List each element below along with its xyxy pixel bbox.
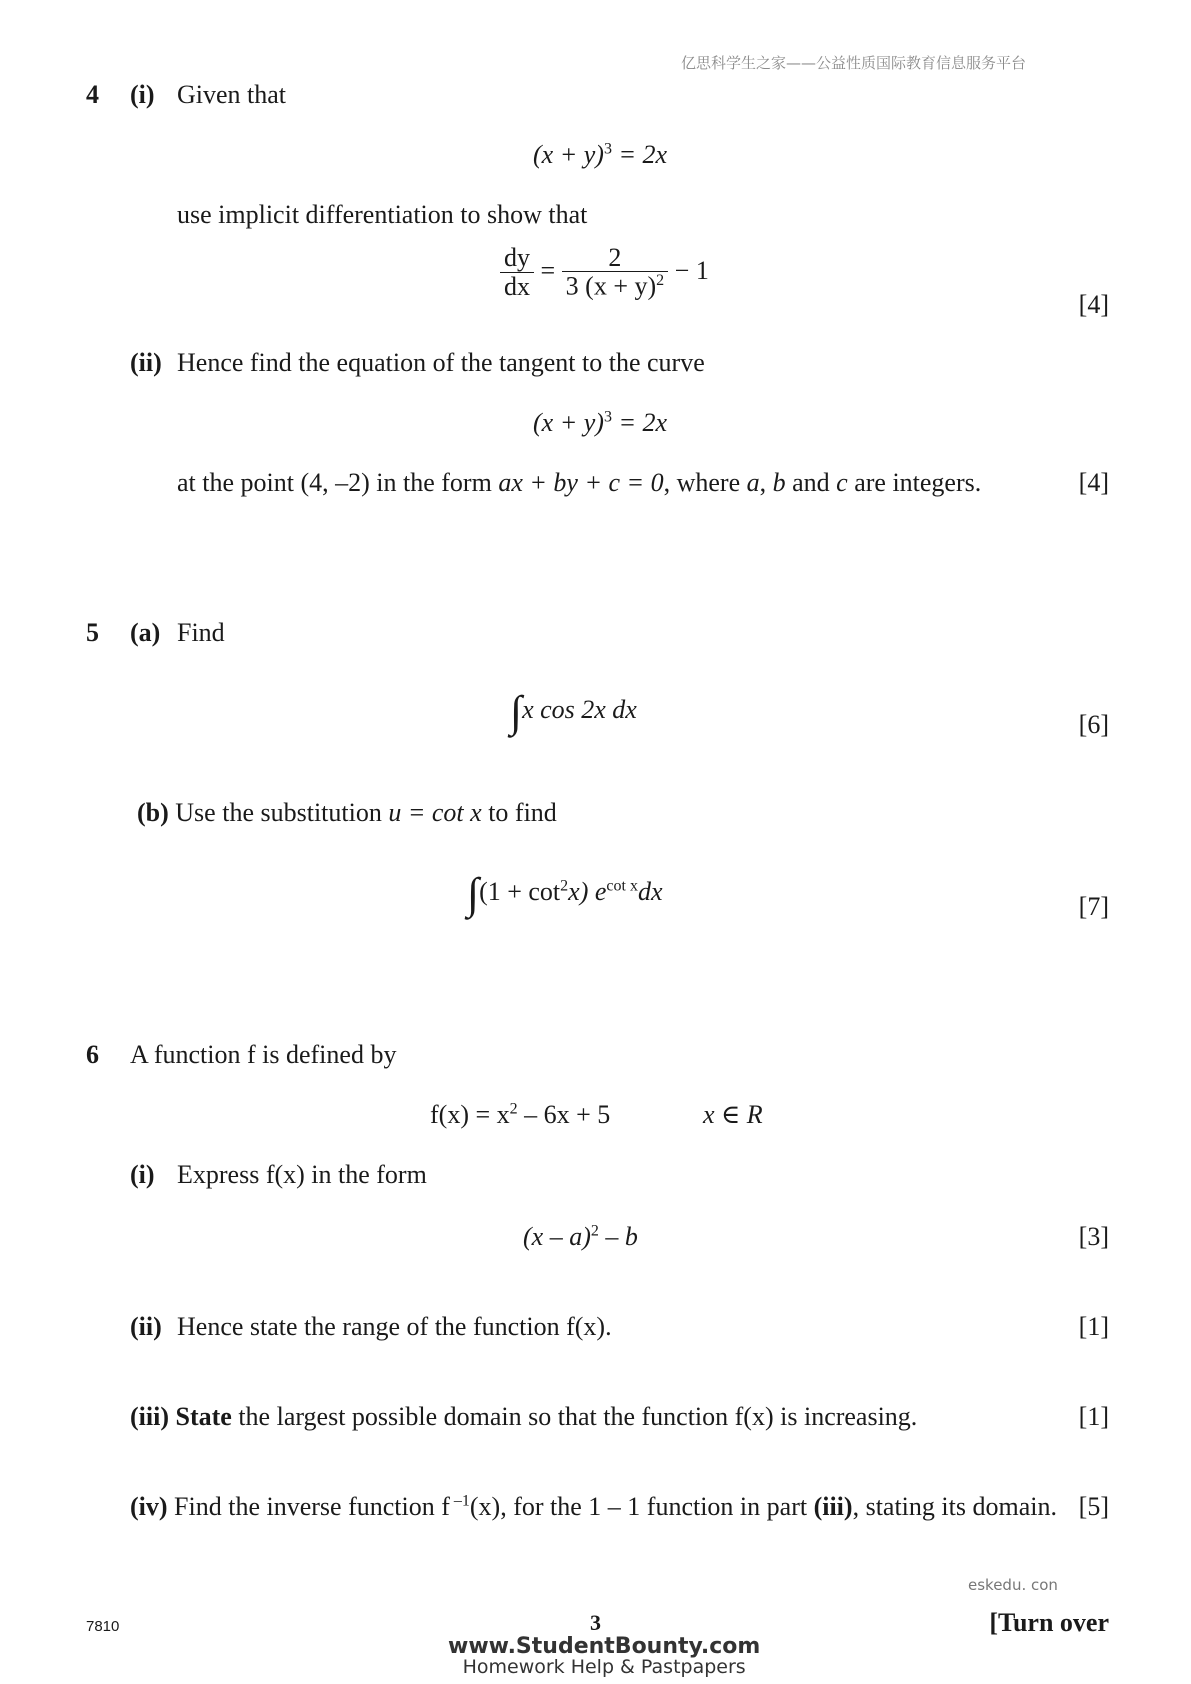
q5-integral-b: $\int(1 + \cot^2x)$ $e^{cot x}dx$ [467, 869, 663, 918]
q6-part-ii-label: (ii) [130, 1312, 162, 1341]
rhs-fraction [562, 244, 668, 302]
sb-logo-line2: Homework Help & Pastpapers [462, 1656, 746, 1678]
q6-iv-marks: [5] [1078, 1492, 1109, 1521]
q4-i-marks: [4] [1078, 290, 1109, 319]
q5-part-a-text: Find [177, 618, 225, 647]
eq2-exp: 3 [603, 408, 612, 426]
q4-part-ii-text: Hence find the equation of the tangent to the curve [177, 348, 705, 377]
eskedu-watermark: eskedu. con [968, 1576, 1058, 1594]
q4-point-text: at the point (4, –2) in the form ax + by + c = 0, where a, b and c are integers. [177, 468, 982, 497]
eq1-lhs: (x + y) [533, 140, 604, 169]
q6-i-marks: [3] [1078, 1222, 1109, 1251]
q6-intro: A function f is defined by [130, 1040, 397, 1069]
q6-part-ii-text: Hence state the range of the function f(x). [177, 1312, 612, 1341]
equals-sign: = [540, 255, 562, 285]
q6-part-iv: (iv) Find the inverse function f $^{-1}$(x), for the 1 – 1 function in part (iii), stating its domain. [130, 1492, 1057, 1521]
dx-denominator: dx [504, 271, 530, 301]
q5-part-b-label: (b) [137, 798, 169, 827]
q6-domain: x ∈ R [703, 1100, 763, 1129]
q4-part-ii-label: (ii) [130, 348, 162, 377]
q4-equation-2 [533, 408, 667, 438]
dy-numerator: dy [500, 244, 534, 272]
top-watermark: 亿思科学生之家——公益性质国际教育信息服务平台 [681, 54, 1027, 72]
q6-part-iii: (iii) State the largest possible domain so that the function f(x) is increasing. [130, 1402, 918, 1431]
q4-part-i-label: (i) [130, 80, 155, 109]
integral-sign-icon: ∫ [467, 869, 480, 918]
q6-part-i-label: (i) [130, 1160, 155, 1189]
integral-a-body: x cos 2x dx [522, 695, 637, 724]
q6-iii-marks: [1] [1078, 1402, 1109, 1431]
eq1-exp: 3 [603, 140, 612, 158]
studentbounty-logo [448, 1636, 760, 1677]
minus-one: − 1 [674, 255, 709, 285]
q5-integral-a [510, 687, 637, 736]
question-5-number: 5 [86, 618, 99, 647]
integral-sign-icon: ∫ [510, 687, 523, 736]
q4-equation-1 [533, 140, 667, 170]
eq2-rhs: = 2x [611, 408, 668, 437]
sb-logo-line1: www.StudentBounty.com [448, 1634, 761, 1659]
q6-form: (x – a)$^2$ – b [523, 1222, 638, 1251]
q5-part-b: (b) Use the substitution u = cot x to find [137, 798, 557, 827]
rhs-numerator: 2 [562, 244, 668, 272]
q5-part-a-label: (a) [130, 618, 161, 647]
page-number: 3 [590, 1610, 601, 1635]
rhs-denominator: 3 $(x + y)^2$ [565, 271, 665, 301]
dy-dx-fraction [500, 244, 534, 301]
turn-over: [Turn over [989, 1608, 1109, 1637]
paper-code: 7810 [86, 1618, 120, 1635]
q5-a-marks: [6] [1078, 710, 1109, 739]
question-6-number: 6 [86, 1040, 99, 1069]
q4-ii-marks: [4] [1078, 468, 1109, 497]
q4-derivative-equation [500, 244, 709, 302]
eq1-rhs: = 2x [611, 140, 668, 169]
q4-instruction: use implicit differentiation to show that [177, 200, 588, 229]
q6-ii-marks: [1] [1078, 1312, 1109, 1341]
q5-b-marks: [7] [1078, 892, 1109, 921]
q6-part-iv-label: (iv) [130, 1492, 168, 1521]
q6-part-iii-label: (iii) [130, 1402, 169, 1431]
q4-part-i-text: Given that [177, 80, 287, 109]
question-4-number: 4 [86, 80, 99, 109]
q6-function-definition: $f(x) = x^2 - 6x + 5$ [430, 1100, 611, 1129]
q6-part-i-text: Express f(x) in the form [177, 1160, 427, 1189]
eq2-lhs: (x + y) [533, 408, 604, 437]
